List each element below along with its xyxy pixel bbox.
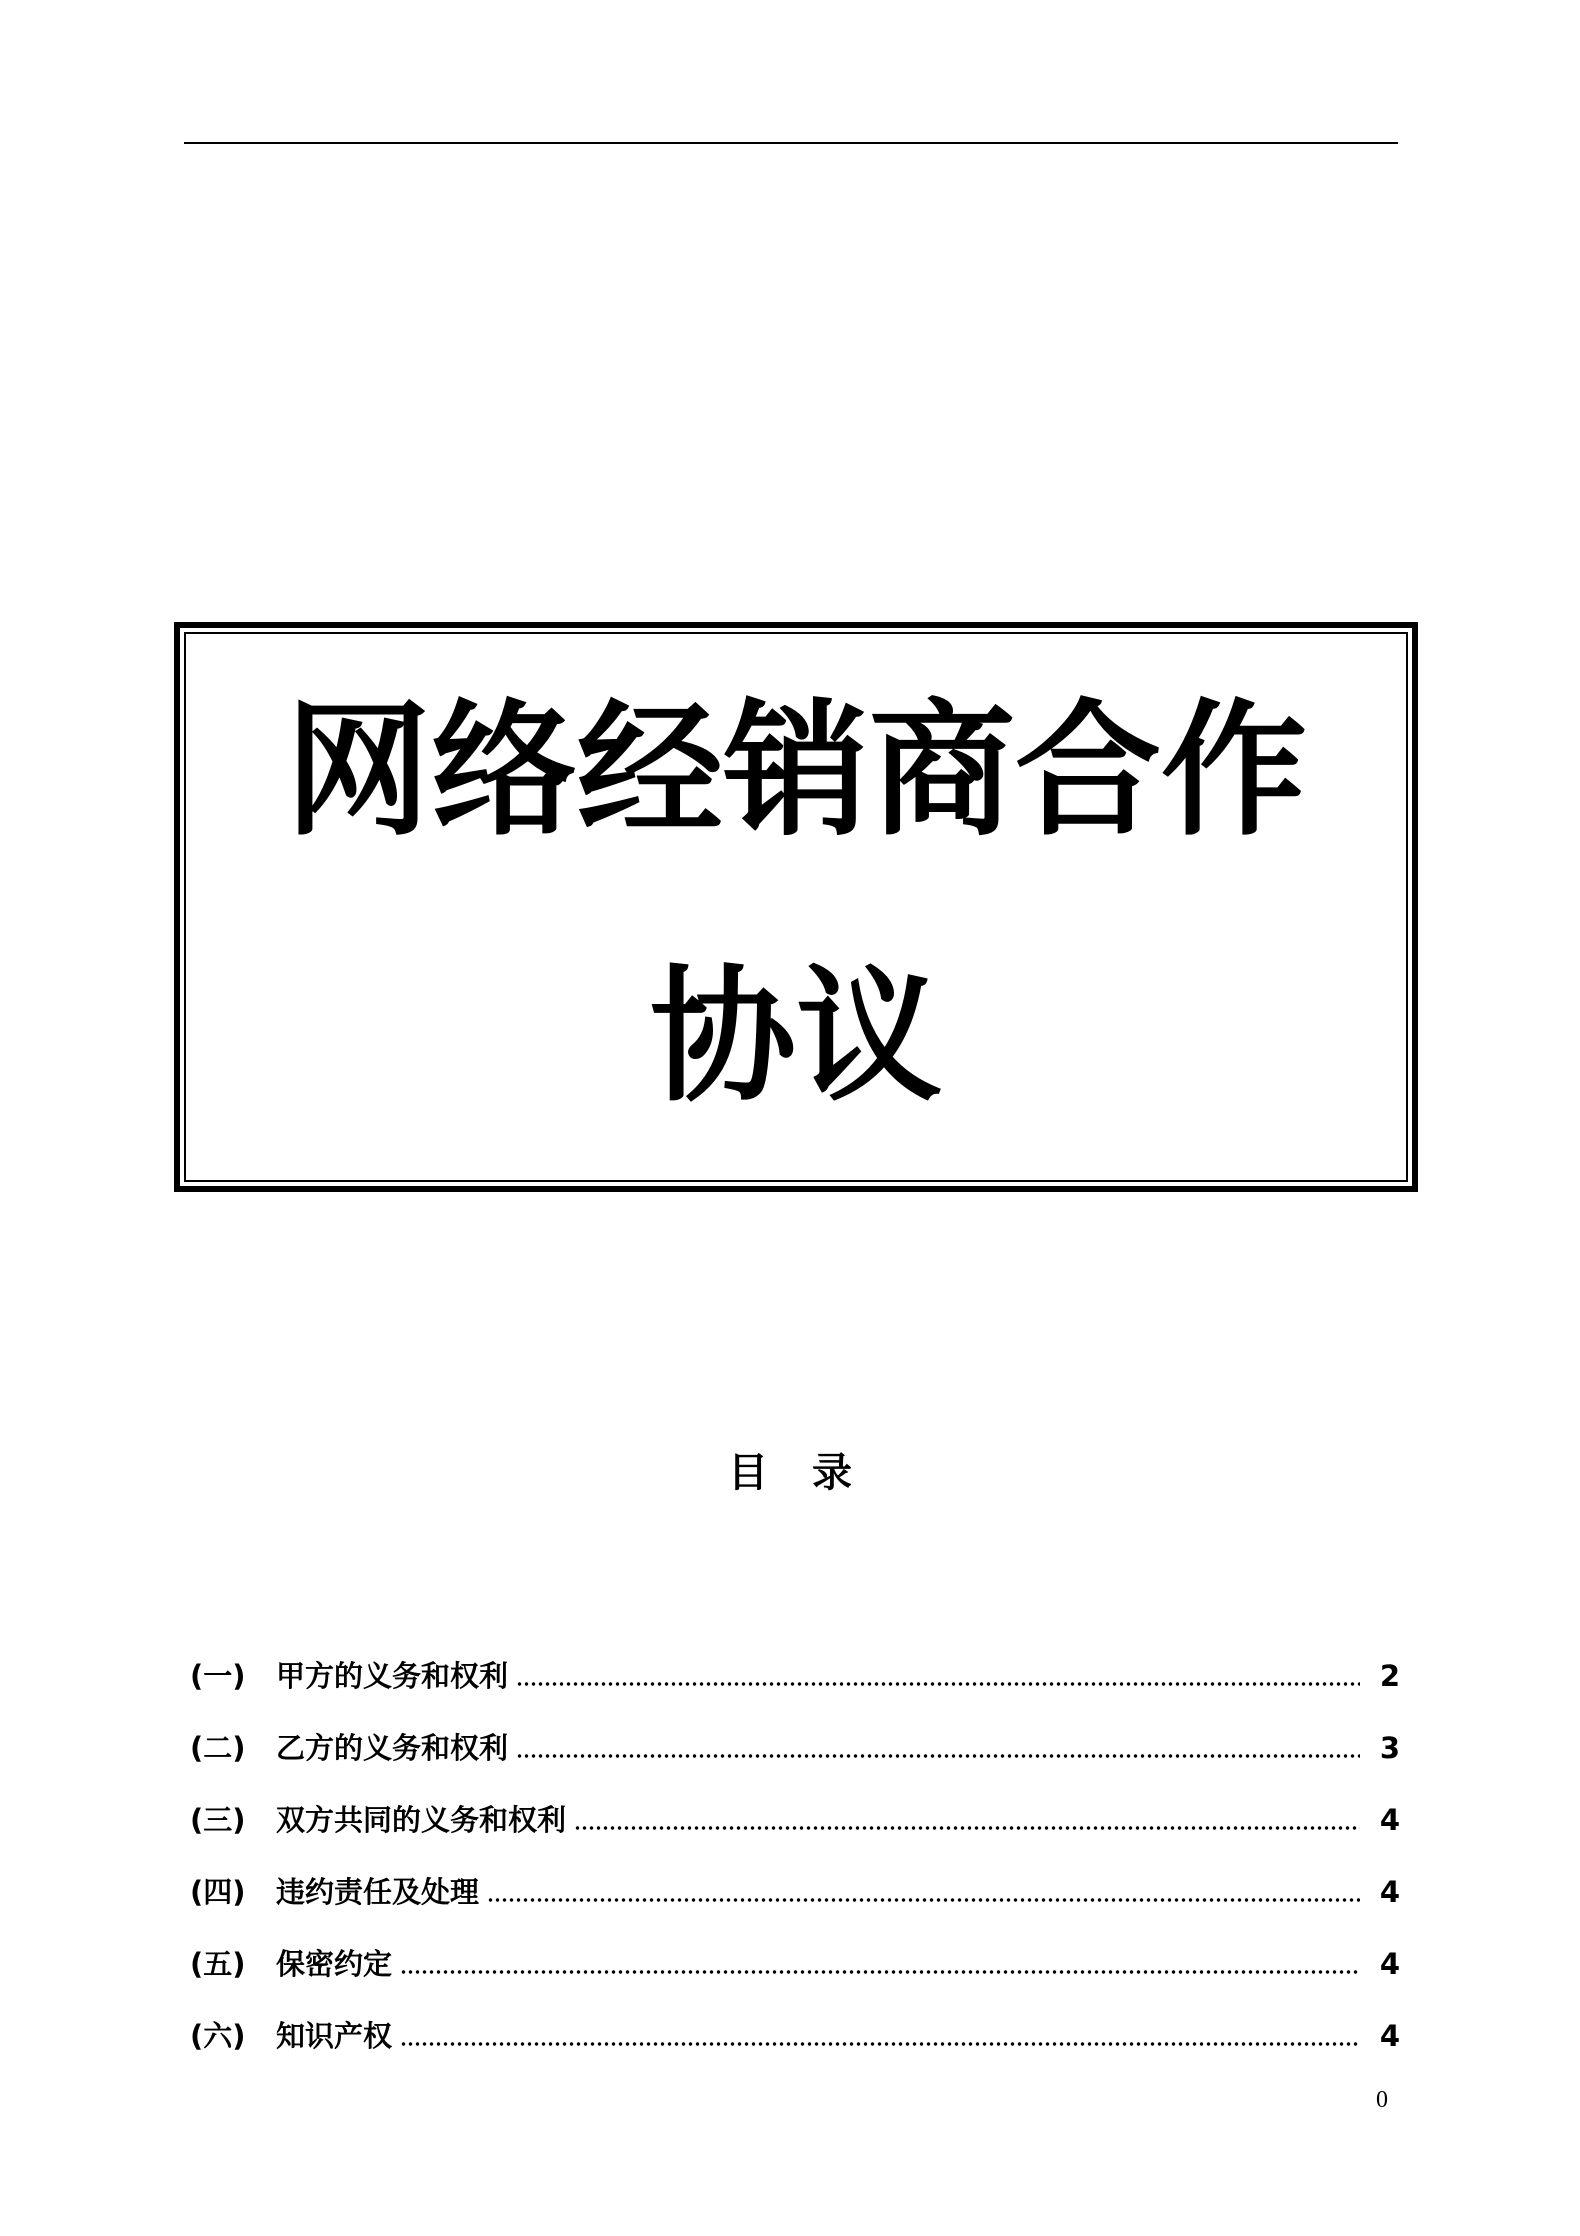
toc-entry-page: 4: [1379, 1874, 1400, 1909]
toc-entry-2[interactable]: [190, 1712, 1400, 1784]
toc-entry-title: 违约责任及处理: [276, 1874, 480, 1909]
toc-dot-leader: [516, 1754, 1360, 1758]
toc-entry-6[interactable]: [190, 2000, 1400, 2072]
table-of-contents: [190, 1640, 1400, 2072]
toc-dot-leader: [516, 1682, 1360, 1686]
toc-entry-5[interactable]: [190, 1928, 1400, 2000]
toc-entry-1[interactable]: [190, 1640, 1400, 1712]
toc-entry-number: (一): [190, 1658, 246, 1693]
toc-entry-number: (四): [190, 1874, 246, 1909]
toc-entry-page: 4: [1379, 1802, 1400, 1837]
toc-entry-number: (三): [190, 1802, 246, 1837]
toc-heading: 目录: [728, 1450, 896, 1496]
toc-dot-leader: [574, 1826, 1360, 1830]
toc-entry-number: (五): [190, 1946, 246, 1981]
toc-dot-leader: [400, 2042, 1360, 2046]
toc-entry-number: (六): [190, 2018, 246, 2053]
toc-entry-number: (二): [190, 1730, 246, 1765]
toc-dot-leader: [487, 1898, 1360, 1902]
toc-entry-title: 甲方的义务和权利: [276, 1658, 509, 1693]
toc-entry-page: 3: [1379, 1730, 1400, 1765]
toc-entry-title: 知识产权: [276, 2018, 393, 2053]
document-title-line-2: 协议: [650, 952, 942, 1122]
page-number: 0: [1376, 2087, 1388, 2113]
title-box: [174, 622, 1418, 1192]
toc-entry-4[interactable]: [190, 1856, 1400, 1928]
header-rule: [184, 142, 1398, 144]
toc-entry-page: 4: [1379, 1946, 1400, 1981]
toc-entry-page: 4: [1379, 2018, 1400, 2053]
toc-dot-leader: [400, 1970, 1360, 1974]
toc-entry-3[interactable]: [190, 1784, 1400, 1856]
toc-entry-title: 保密约定: [276, 1946, 393, 1981]
toc-entry-title: 乙方的义务和权利: [276, 1730, 509, 1765]
toc-entry-title: 双方共同的义务和权利: [276, 1802, 567, 1837]
toc-entry-page: 2: [1379, 1658, 1400, 1693]
document-title-line-1: 网络经销商合作: [285, 686, 1307, 856]
